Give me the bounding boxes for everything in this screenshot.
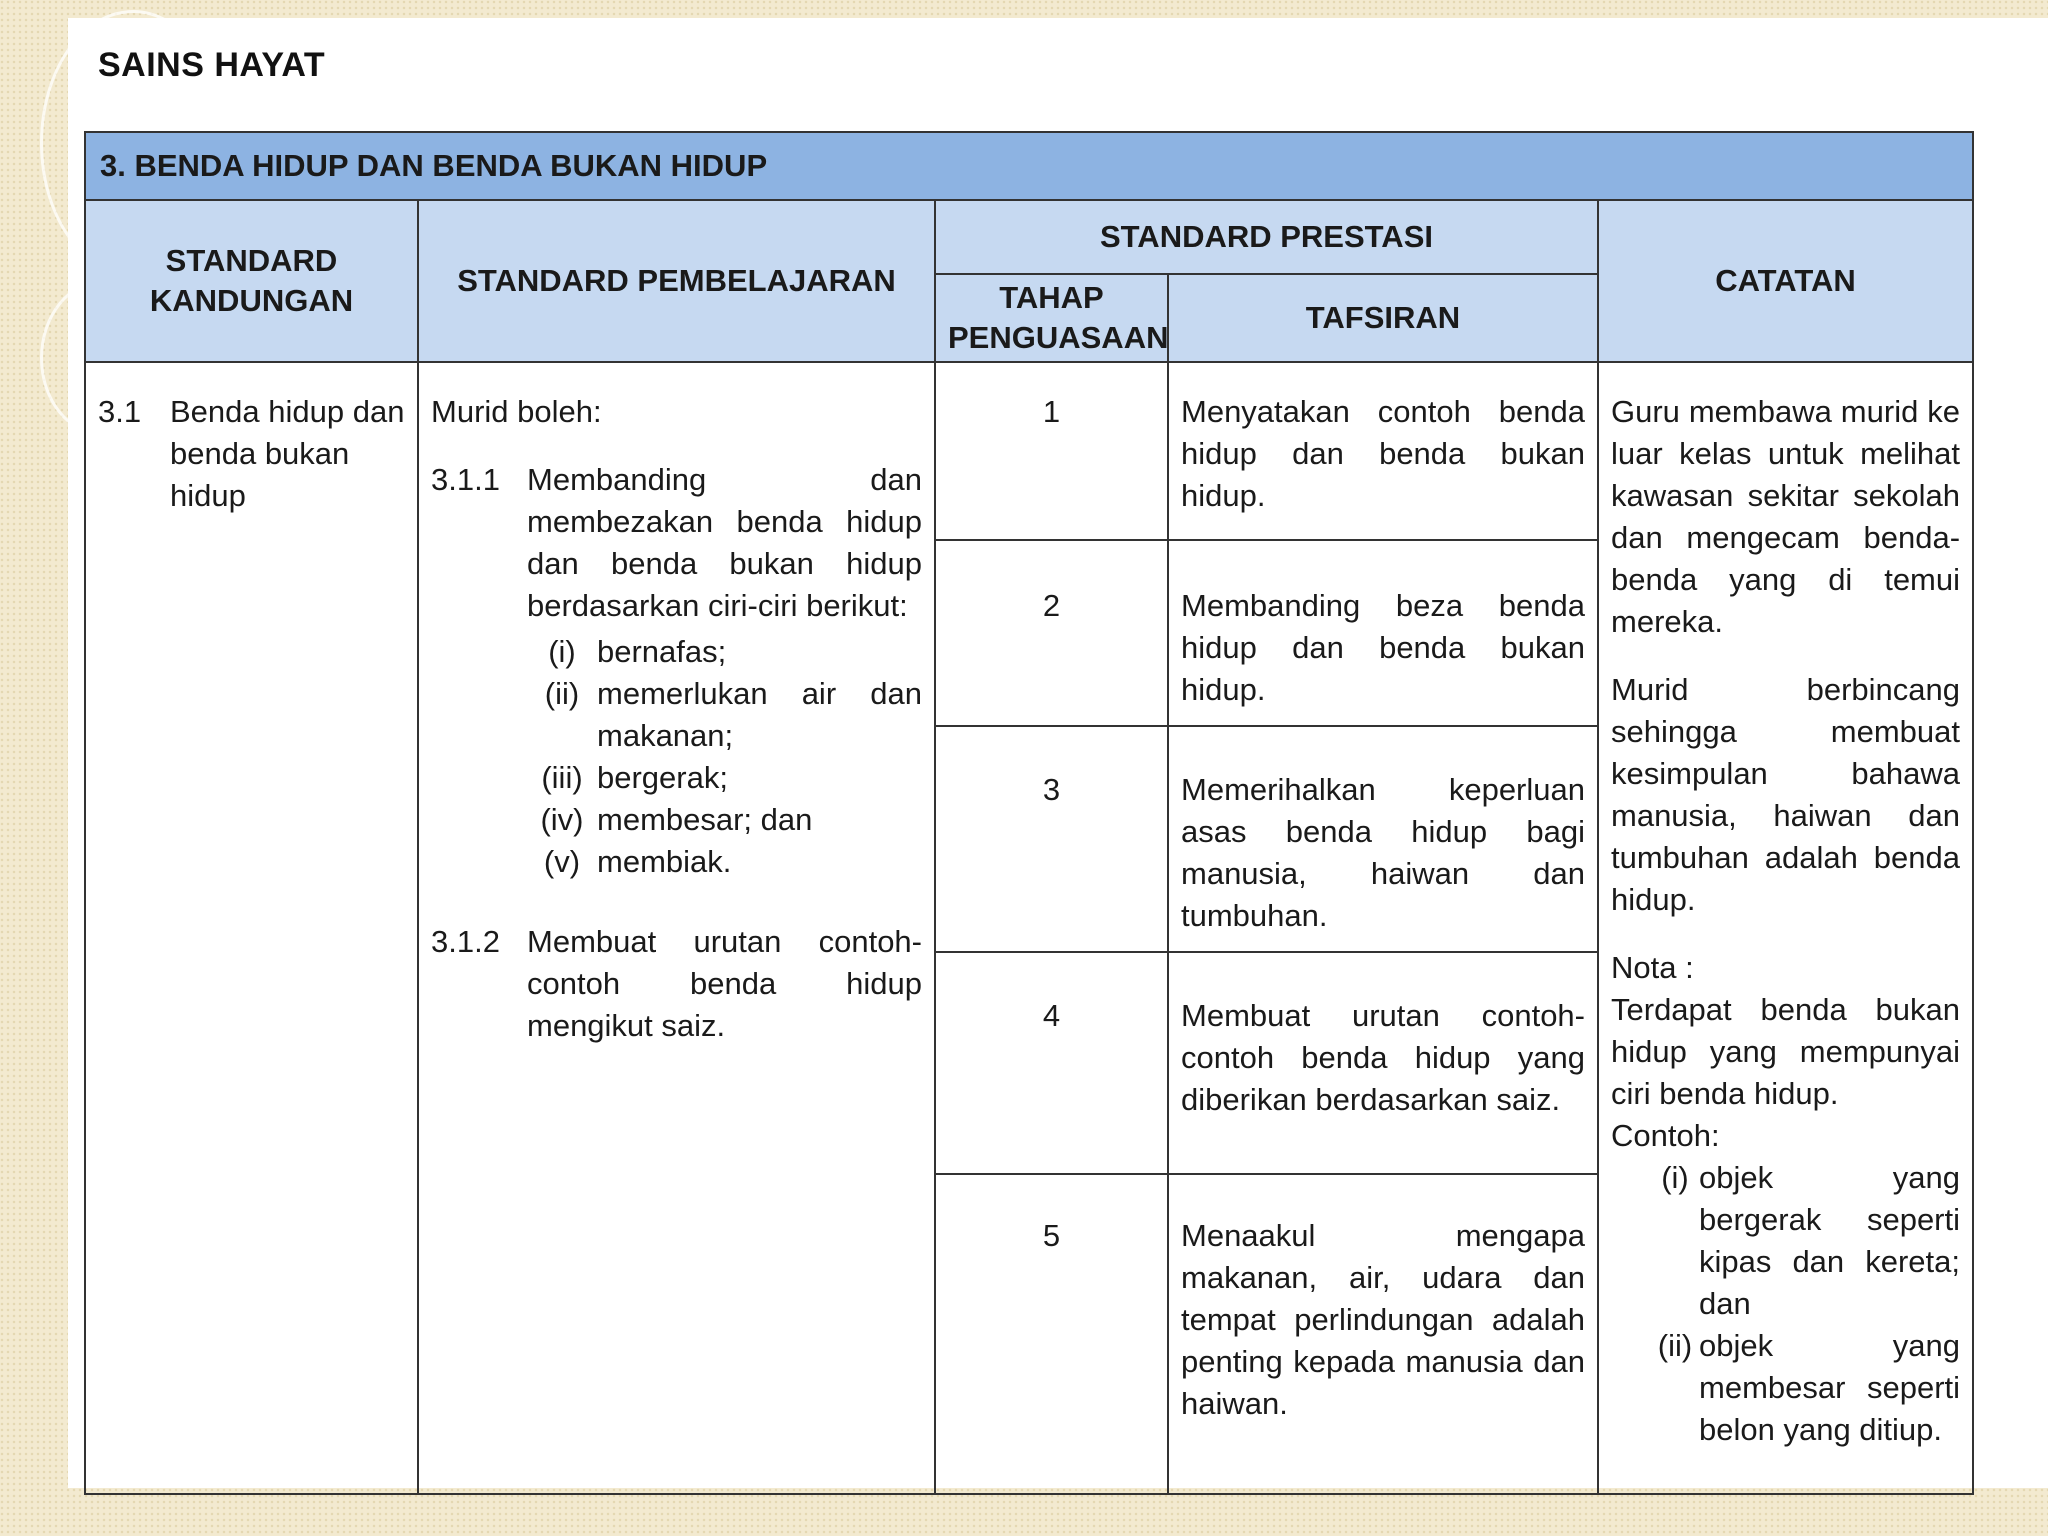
kandungan-text: Benda hidup dan benda bukan hidup [170, 394, 405, 513]
header-tafsiran: TAFSIRAN [1168, 274, 1598, 362]
pembelajaran-intro: Murid boleh: [431, 394, 602, 429]
list-marker: (ii) [1657, 1328, 1693, 1363]
list-text: membesar; dan [597, 802, 813, 837]
nota-text: Terdapat benda bukan hidup yang mempunyai ciri benda hidup. [1611, 992, 1961, 1111]
list-marker: (ii) [544, 676, 580, 711]
tafsiran-cell: Menyatakan contoh benda hidup dan benda bukan hidup. [1168, 362, 1598, 540]
tahap-cell: 2 [935, 540, 1168, 726]
kandungan-number: 3.1 [98, 394, 142, 429]
curriculum-table [84, 131, 1974, 1495]
tafsiran-cell: Membuat urutan contoh-contoh benda hidup yang diberikan berdasarkan saiz. [1168, 952, 1598, 1174]
pembelajaran-item [431, 459, 922, 627]
tahap-cell: 3 [935, 726, 1168, 952]
catatan-paragraph: Guru membawa murid ke luar kelas untuk melihat kawasan sekitar sekolah dan mengecam benda-benda yang di temui mereka. [1611, 394, 1961, 639]
criteria-list [527, 631, 922, 883]
catatan-paragraph: Murid berbincang sehingga membuat kesimpulan bahawa manusia, haiwan dan tumbuhan adalah benda hidup. [1611, 672, 1961, 917]
list-text: objek yang bergerak seperti kipas dan kereta; dan [1699, 1160, 1961, 1321]
catatan-cell [1598, 362, 1973, 1494]
item-number: 3.1.1 [431, 462, 500, 497]
list-item [527, 631, 922, 673]
list-item [527, 799, 922, 841]
list-text: membiak. [597, 844, 732, 879]
list-marker: (v) [543, 844, 581, 879]
list-marker: (iii) [541, 760, 583, 795]
list-item [1651, 1325, 1960, 1451]
list-text: bernafas; [597, 634, 727, 669]
pembelajaran-cell [418, 362, 935, 1494]
tafsiran-cell: Memerihalkan keperluan asas benda hidup bagi manusia, haiwan dan tumbuhan. [1168, 726, 1598, 952]
header-tahap-penguasaan: TAHAP PENGUASAAN [935, 274, 1168, 362]
list-item [1651, 1157, 1960, 1325]
list-marker: (i) [548, 634, 576, 669]
list-item [527, 841, 922, 883]
header-standard-kandungan: STANDARD KANDUNGAN [85, 200, 418, 362]
item-text: Membuat urutan contoh-contoh benda hidup mengikut saiz. [527, 924, 922, 1043]
slide-page [68, 18, 2048, 1488]
tahap-cell: 5 [935, 1174, 1168, 1494]
tafsiran-cell: Menaakul mengapa makanan, air, udara dan tempat perlindungan adalah penting kepada manusia dan haiwan. [1168, 1174, 1598, 1494]
list-item [527, 757, 922, 799]
tahap-cell: 4 [935, 952, 1168, 1174]
list-text: memerlukan air dan makanan; [597, 676, 922, 753]
kandungan-cell [85, 362, 418, 1494]
list-text: objek yang membesar seperti belon yang ditiup. [1699, 1328, 1961, 1447]
contoh-label: Contoh: [1611, 1118, 1720, 1153]
item-number: 3.1.2 [431, 924, 500, 959]
tahap-cell: 1 [935, 362, 1168, 540]
list-item [527, 673, 922, 757]
tafsiran-cell: Membanding beza benda hidup dan benda bukan hidup. [1168, 540, 1598, 726]
contoh-list [1651, 1157, 1960, 1451]
nota-label: Nota : [1611, 950, 1694, 985]
page-title: SAINS HAYAT [98, 46, 326, 84]
list-text: bergerak; [597, 760, 728, 795]
header-standard-prestasi: STANDARD PRESTASI [935, 200, 1598, 274]
list-marker: (i) [1661, 1160, 1689, 1195]
item-text: Membanding dan membezakan benda hidup dan benda bukan hidup berdasarkan ciri-ciri berikut: [527, 462, 922, 623]
header-standard-pembelajaran: STANDARD PEMBELAJARAN [418, 200, 935, 362]
list-marker: (iv) [540, 802, 584, 837]
section-title: 3. BENDA HIDUP DAN BENDA BUKAN HIDUP [85, 132, 1973, 200]
header-catatan: CATATAN [1598, 200, 1973, 362]
pembelajaran-item [431, 921, 922, 1047]
